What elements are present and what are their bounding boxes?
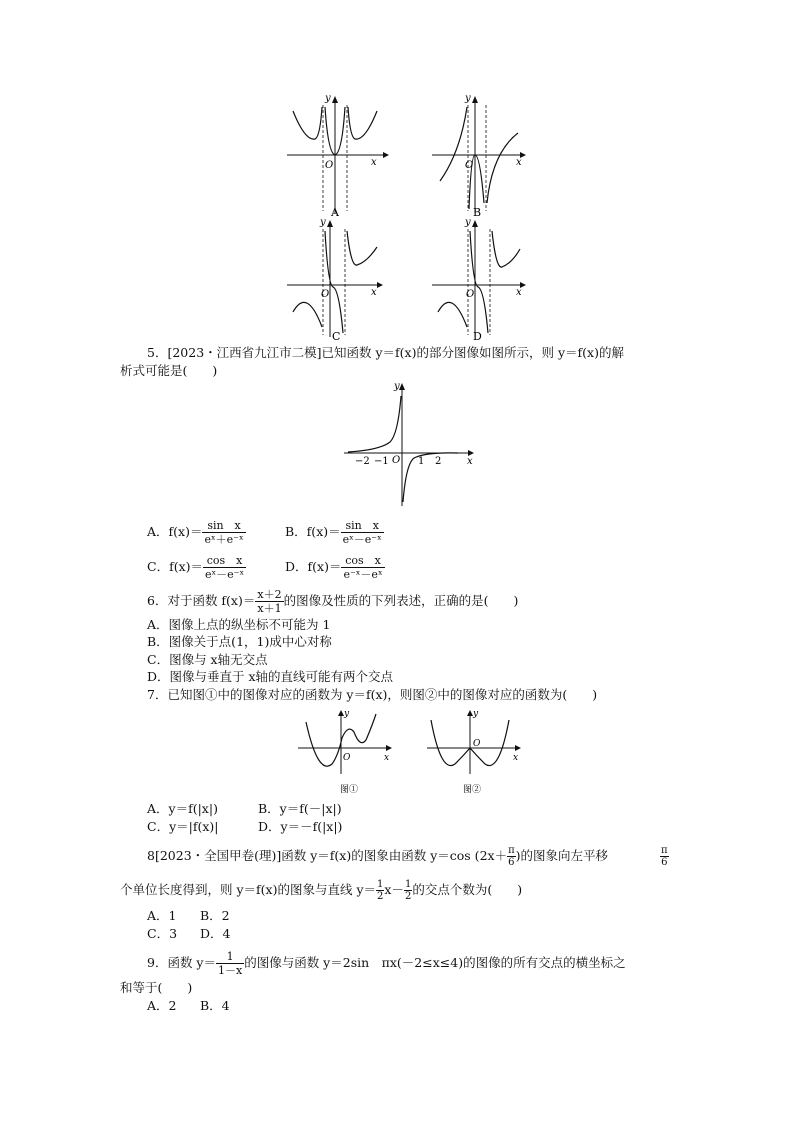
- graph-label-c: C: [332, 330, 341, 342]
- q9-stem-line2: 和等于( ): [120, 980, 193, 995]
- q5-tick: −2: [355, 456, 370, 467]
- origin-label: O: [466, 289, 475, 300]
- q5-stem-line2: 析式可能是( ): [120, 363, 218, 378]
- q8-option-b[interactable]: B．2: [200, 908, 230, 923]
- graph-label-d: D: [473, 330, 482, 342]
- graph-label-a: A: [331, 206, 339, 218]
- q7-option-d[interactable]: D．y＝－f(|x|): [258, 819, 343, 834]
- y-axis-label: y: [473, 709, 479, 719]
- x-axis-label: x: [513, 753, 519, 763]
- q5-y-label: y: [394, 381, 400, 392]
- origin-label: O: [343, 753, 351, 763]
- q7-stem: 7．已知图①中的图像对应的函数为 y＝f(x)，则图②中的图像对应的函数为( ): [147, 687, 598, 702]
- x-axis-label: x: [384, 753, 390, 763]
- q8-stem-line1: 8[2023・全国甲卷(理)]函数 y＝f(x)的图象由函数 y＝cos (2x＋ $\frac{\pi}{6}$ )的图象向左平移: [147, 845, 609, 868]
- graph-option-c: [285, 217, 395, 342]
- q6-option-b[interactable]: B．图像关于点(1，1)成中心对称: [147, 634, 332, 649]
- q5-origin: O: [392, 455, 401, 466]
- q5-tick: 2: [435, 456, 442, 467]
- origin-label: O: [473, 739, 481, 749]
- y-axis-label: y: [320, 217, 326, 228]
- x-axis-label: x: [516, 287, 522, 298]
- q8-shift-fraction: $\frac{\pi}{6}$: [661, 845, 668, 868]
- q5-option-a[interactable]: A．f(x)＝ $\frac{\text{sin x}}{\text{eˣ＋e⁻ˣ}}$: [147, 519, 244, 546]
- origin-label: O: [321, 289, 330, 300]
- q7-option-b[interactable]: B．y＝f(－|x|): [258, 801, 342, 816]
- q9-option-a[interactable]: A．2: [147, 998, 177, 1013]
- q8-option-d[interactable]: D．4: [200, 926, 231, 941]
- graph-option-b: [430, 93, 540, 218]
- q6-option-c[interactable]: C．图像与 x轴无交点: [147, 652, 268, 667]
- fig2-caption: 图②: [463, 785, 482, 795]
- q5-graph: [340, 380, 480, 508]
- x-axis-label: x: [371, 157, 377, 168]
- q5-stem-line1: 5．[2023・江西省九江市二模]已知函数 y＝f(x)的部分图像如图所示，则 y＝f(x)的解: [147, 345, 624, 360]
- q7-option-c[interactable]: C．y＝|f(x)|: [147, 819, 219, 834]
- q7-figure-2: [425, 708, 525, 796]
- q6-option-a[interactable]: A．图像上点的纵坐标不可能为 1: [147, 617, 331, 632]
- q5-tick: 1: [418, 456, 425, 467]
- q5-tick: −1: [374, 456, 389, 467]
- y-axis-label: y: [465, 217, 471, 228]
- origin-label: O: [325, 160, 334, 171]
- x-axis-label: x: [371, 287, 377, 298]
- x-axis-label: x: [516, 157, 522, 168]
- q5-option-b[interactable]: B．f(x)＝ $\frac{\text{sin x}}{\text{eˣ－e⁻ˣ}}$: [285, 519, 382, 546]
- q5-option-c[interactable]: C．f(x)＝ $\frac{\text{cos x}}{\text{eˣ－e⁻ˣ}}$: [147, 554, 245, 581]
- y-axis-label: y: [465, 93, 471, 104]
- y-axis-label: y: [325, 93, 331, 104]
- y-axis-label: y: [344, 709, 350, 719]
- q5-option-d[interactable]: D．f(x)＝ $\frac{\text{cos x}}{\text{e⁻ˣ－eˣ}}$: [285, 554, 383, 581]
- q6-option-d[interactable]: D．图像与垂直于 x轴的直线可能有两个交点: [147, 669, 394, 684]
- q6-stem: 6．对于函数 f(x)＝ $\frac{x+2}{x+1}$ 的图像及性质的下列表述，正确的是( ): [147, 588, 519, 615]
- q8-option-c[interactable]: C．3: [147, 926, 178, 941]
- q5-x-label: x: [467, 456, 473, 467]
- q8-stem-line2: 个单位长度得到，则 y＝f(x)的图象与直线 y＝ $\frac{1}{2}$ x－ $\frac{1}{2}$ 的交点个数为( ): [120, 879, 523, 902]
- q9-stem-line1: 9．函数 y＝ $\frac{1}{1-x}$ 的图像与函数 y＝2sin πx(－2≤x≤4)的图像的所有交点的横坐标之: [147, 950, 626, 977]
- q7-figure-1: [296, 708, 396, 796]
- graph-option-a: [285, 93, 395, 218]
- q7-option-a[interactable]: A．y＝f(|x|): [147, 801, 218, 816]
- graph-label-b: B: [473, 206, 482, 218]
- fig1-caption: 图①: [340, 785, 359, 795]
- q8-option-a[interactable]: A．1: [147, 908, 177, 923]
- origin-label: O: [465, 160, 474, 171]
- q9-option-b[interactable]: B．4: [200, 998, 230, 1013]
- graph-option-d: [430, 217, 540, 342]
